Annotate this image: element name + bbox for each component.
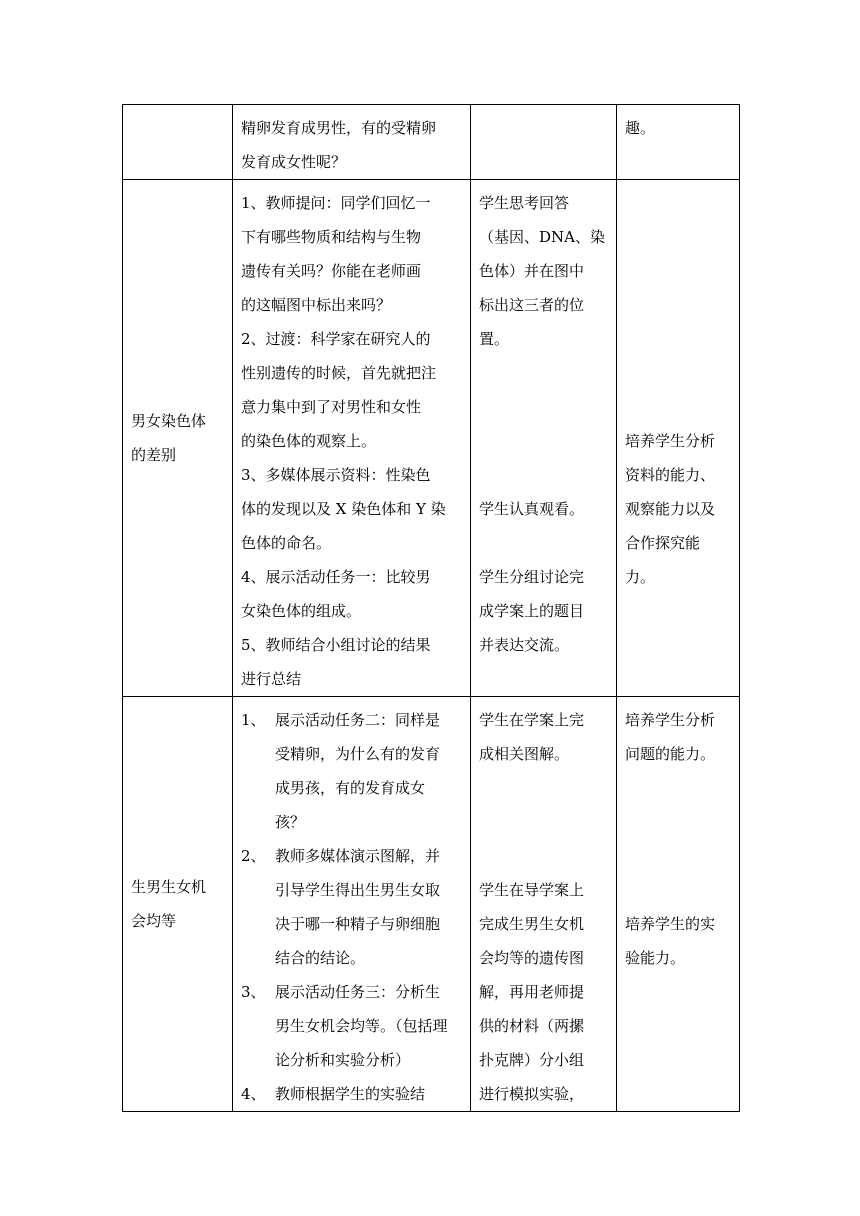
student-activity-1: 学生思考回答 （基因、DNA、染 色体）并在图中 标出这三者的位 置。 — [479, 194, 605, 348]
teacher-activity-cell — [233, 180, 471, 697]
topic-cell — [123, 105, 233, 180]
table-row — [123, 180, 740, 697]
teacher-step-3: 3、 展示活动任务三：分析生 男生女机会均等。（包括理 论分析和实验分析） — [241, 983, 448, 1069]
purpose-cell — [617, 697, 740, 1112]
table-row — [123, 105, 740, 180]
topic-cell — [123, 180, 233, 697]
teacher-step-2: 2、过渡：科学家在研究人的 性别遗传的时候，首先就把注 意力集中到了对男性和女性 的染色体的观察上。 — [241, 330, 437, 450]
lesson-plan-table — [122, 104, 740, 1112]
teacher-activity-cell — [233, 105, 471, 180]
teacher-step-4: 4、展示活动任务一：比较男 女染色体的组成。 — [241, 568, 431, 620]
teacher-step-4: 4、 教师根据学生的实验结 — [241, 1085, 426, 1103]
purpose-text: 趣。 — [625, 119, 656, 137]
student-activity-cell — [471, 180, 617, 697]
topic-text: 生男生女机 会均等 — [131, 878, 207, 930]
student-activity-2: 学生认真观看。 — [479, 500, 585, 518]
teacher-step-1: 1、 展示活动任务二：同样是 受精卵，为什么有的发育 成男孩，有的发育成女 孩？ — [241, 711, 441, 831]
purpose-text-2: 培养学生的实 验能力。 — [625, 915, 716, 967]
teacher-text: 精卵发育成男性，有的受精卵 发育成女性呢？ — [241, 119, 437, 171]
student-activity-1: 学生在学案上完 成相关图解。 — [479, 711, 585, 763]
teacher-activity-cell — [233, 697, 471, 1112]
teacher-step-5: 5、教师结合小组讨论的结果 进行总结 — [241, 636, 431, 688]
student-activity-cell — [471, 697, 617, 1112]
student-activity-3: 学生分组讨论完 成学案上的题目 并表达交流。 — [479, 568, 585, 654]
purpose-text: 培养学生分析 资料的能力、 观察能力以及 合作探究能 力。 — [625, 432, 716, 586]
purpose-text-1: 培养学生分析 问题的能力。 — [625, 711, 716, 763]
student-activity-2: 学生在导学案上 完成生男生女机 会均等的遗传图 解，再用老师提 供的材料（两摞 扑克牌）分小组 进行模拟实验， — [479, 881, 585, 1103]
teacher-step-1: 1、教师提问：同学们回忆一 下有哪些物质和结构与生物 遗传有关吗？你能在老师画 的这幅图中标出来吗？ — [241, 194, 431, 314]
teacher-step-2: 2、 教师多媒体演示图解，并 引导学生得出生男生女取 决于哪一种精子与卵细胞 结合的结论。 — [241, 847, 441, 967]
topic-cell — [123, 697, 233, 1112]
teacher-step-3: 3、多媒体展示资料：性染色 体的发现以及 X 染色体和 Y 染 色体的命名。 — [241, 466, 446, 552]
purpose-cell — [617, 180, 740, 697]
purpose-cell — [617, 105, 740, 180]
student-activity-cell — [471, 105, 617, 180]
topic-text: 男女染色体 的差别 — [131, 412, 207, 464]
table-row — [123, 697, 740, 1112]
